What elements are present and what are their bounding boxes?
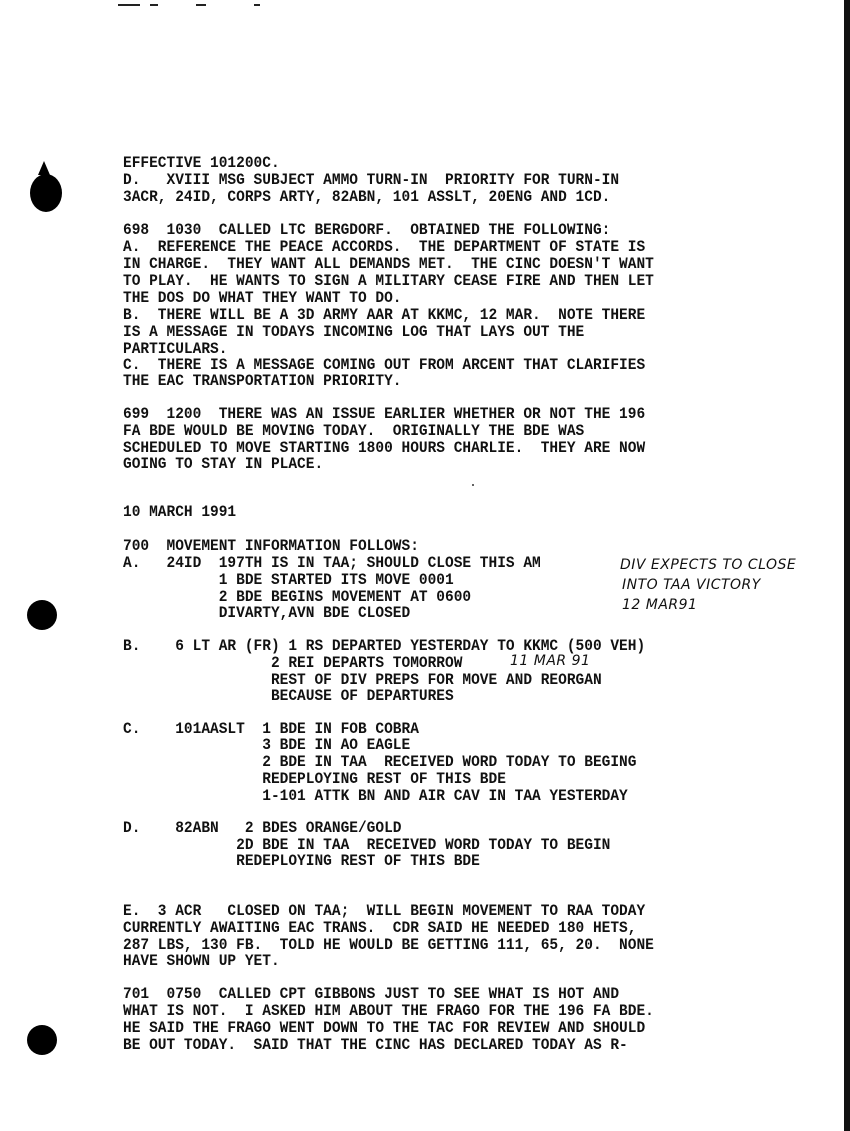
entry-701-line: WHAT IS NOT. I ASKED HIM ABOUT THE FRAGO FOR THE 196 FA BDE. bbox=[123, 1002, 654, 1020]
entry-700-b-line: BECAUSE OF DEPARTURES bbox=[123, 687, 454, 705]
entry-698-line: 698 1030 CALLED LTC BERGDORF. OBTAINED THE FOLLOWING: bbox=[123, 221, 611, 239]
entry-700-header: 700 MOVEMENT INFORMATION FOLLOWS: bbox=[123, 537, 419, 555]
entry-700-d-line: REDEPLOYING REST OF THIS BDE bbox=[123, 852, 480, 870]
punch-hole bbox=[27, 1025, 57, 1055]
entry-698-line: C. THERE IS A MESSAGE COMING OUT FROM ARCENT THAT CLARIFIES bbox=[123, 356, 646, 374]
scan-speck bbox=[472, 484, 474, 486]
entry-698-line: IS A MESSAGE IN TODAYS INCOMING LOG THAT LAYS OUT THE bbox=[123, 323, 585, 341]
entry-700-d-line: D. 82ABN 2 BDES ORANGE/GOLD bbox=[123, 819, 402, 837]
scan-speck bbox=[196, 4, 206, 6]
entry-698-line: IN CHARGE. THEY WANT ALL DEMANDS MET. THE CINC DOESN'T WANT bbox=[123, 255, 654, 273]
entry-698-line: PARTICULARS. bbox=[123, 340, 228, 358]
entry-700-e-line: E. 3 ACR CLOSED ON TAA; WILL BEGIN MOVEMENT TO RAA TODAY bbox=[123, 902, 646, 920]
punch-hole bbox=[30, 174, 62, 212]
entry-698-line: A. REFERENCE THE PEACE ACCORDS. THE DEPARTMENT OF STATE IS bbox=[123, 238, 646, 256]
scan-speck bbox=[254, 4, 260, 6]
scan-speck bbox=[118, 4, 140, 6]
entry-700-b-line: B. 6 LT AR (FR) 1 RS DEPARTED YESTERDAY TO KKMC (500 VEH) bbox=[123, 637, 646, 655]
entry-699-line: 699 1200 THERE WAS AN ISSUE EARLIER WHETHER OR NOT THE 196 bbox=[123, 405, 646, 423]
ammo-turn-in-units-line: 3ACR, 24ID, CORPS ARTY, 82ABN, 101 ASSLT, 20ENG AND 1CD. bbox=[123, 188, 611, 206]
entry-699-line: SCHEDULED TO MOVE STARTING 1800 HOURS CHARLIE. THEY ARE NOW bbox=[123, 439, 646, 457]
entry-698-line: TO PLAY. HE WANTS TO SIGN A MILITARY CEASE FIRE AND THEN LET bbox=[123, 272, 654, 290]
entry-700-c-line: 3 BDE IN AO EAGLE bbox=[123, 736, 411, 754]
handwritten-margin-note: 12 MAR91 bbox=[622, 597, 698, 613]
entry-700-a-line: DIVARTY,AVN BDE CLOSED bbox=[123, 604, 411, 622]
entry-699-line: GOING TO STAY IN PLACE. bbox=[123, 455, 324, 473]
scan-edge bbox=[844, 0, 850, 1131]
handwritten-margin-note: DIV EXPECTS TO CLOSE bbox=[620, 557, 797, 573]
handwritten-inline-date: 11 MAR 91 bbox=[510, 653, 591, 669]
handwritten-margin-note: INTO TAA VICTORY bbox=[622, 577, 761, 593]
entry-699-line: FA BDE WOULD BE MOVING TODAY. ORIGINALLY THE BDE WAS bbox=[123, 422, 585, 440]
entry-700-e-line: CURRENTLY AWAITING EAC TRANS. CDR SAID HE NEEDED 180 HETS, bbox=[123, 919, 637, 937]
date-heading: 10 MARCH 1991 bbox=[123, 503, 237, 521]
punch-hole bbox=[27, 600, 57, 630]
entry-700-b-line: REST OF DIV PREPS FOR MOVE AND REORGAN bbox=[123, 671, 602, 689]
entry-700-c-line: 2 BDE IN TAA RECEIVED WORD TODAY TO BEGING bbox=[123, 753, 637, 771]
entry-700-e-line: 287 LBS, 130 FB. TOLD HE WOULD BE GETTING 111, 65, 20. NONE bbox=[123, 936, 654, 954]
punch-hole-notch bbox=[38, 161, 50, 175]
entry-700-d-line: 2D BDE IN TAA RECEIVED WORD TODAY TO BEGIN bbox=[123, 836, 611, 854]
entry-701-line: HE SAID THE FRAGO WENT DOWN TO THE TAC FOR REVIEW AND SHOULD bbox=[123, 1019, 646, 1037]
entry-700-a-line: A. 24ID 197TH IS IN TAA; SHOULD CLOSE THIS AM bbox=[123, 554, 541, 572]
entry-698-line: B. THERE WILL BE A 3D ARMY AAR AT KKMC, 12 MAR. NOTE THERE bbox=[123, 306, 646, 324]
entry-700-b-line: 2 REI DEPARTS TOMORROW bbox=[123, 654, 463, 672]
entry-700-a-line: 2 BDE BEGINS MOVEMENT AT 0600 bbox=[123, 588, 472, 606]
entry-701-line: 701 0750 CALLED CPT GIBBONS JUST TO SEE WHAT IS HOT AND bbox=[123, 985, 620, 1003]
entry-700-c-line: C. 101AASLT 1 BDE IN FOB COBRA bbox=[123, 720, 419, 738]
entry-700-a-line: 1 BDE STARTED ITS MOVE 0001 bbox=[123, 571, 454, 589]
entry-700-c-line: 1-101 ATTK BN AND AIR CAV IN TAA YESTERDAY bbox=[123, 787, 628, 805]
entry-700-c-line: REDEPLOYING REST OF THIS BDE bbox=[123, 770, 506, 788]
entry-698-line: THE DOS DO WHAT THEY WANT TO DO. bbox=[123, 289, 402, 307]
entry-700-e-line: HAVE SHOWN UP YET. bbox=[123, 952, 280, 970]
ammo-turn-in-line: D. XVIII MSG SUBJECT AMMO TURN-IN PRIORITY FOR TURN-IN bbox=[123, 171, 620, 189]
entry-698-line: THE EAC TRANSPORTATION PRIORITY. bbox=[123, 372, 402, 390]
entry-701-line: BE OUT TODAY. SAID THAT THE CINC HAS DECLARED TODAY AS R- bbox=[123, 1036, 628, 1054]
scan-speck bbox=[150, 4, 158, 6]
effective-line: EFFECTIVE 101200C. bbox=[123, 154, 280, 172]
